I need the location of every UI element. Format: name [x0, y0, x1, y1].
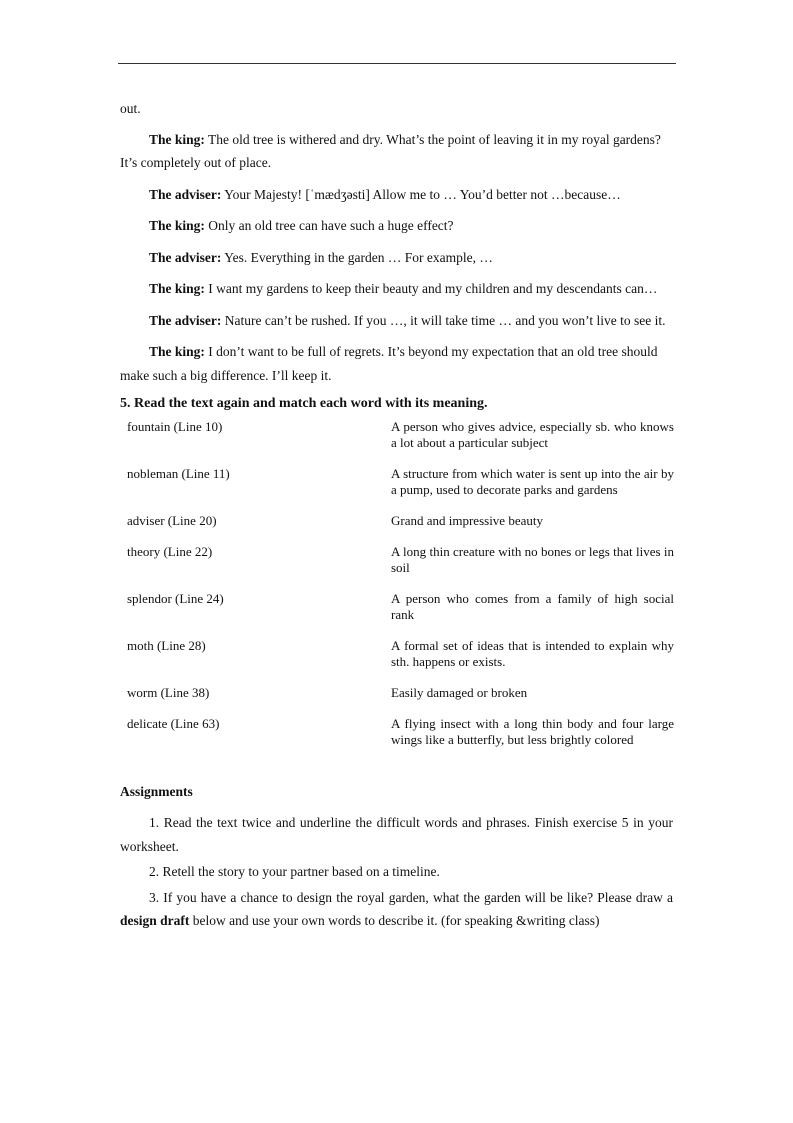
assignment-item: 2. Retell the story to your partner based on a timeline. — [149, 864, 440, 879]
word-cell: adviser (Line 20) — [127, 513, 217, 528]
assignments-list — [120, 811, 673, 933]
word-cell: theory (Line 22) — [127, 544, 213, 559]
meaning-cell: Grand and impressive beauty — [391, 513, 543, 528]
meaning-cell: Easily damaged or broken — [391, 685, 528, 700]
dialogue-line — [120, 128, 673, 175]
dialogue-line — [120, 246, 673, 270]
speaker-label: The adviser: — [149, 249, 222, 265]
word-cell: moth (Line 28) — [127, 638, 206, 653]
table-row — [120, 544, 674, 591]
dialogue-line — [120, 214, 673, 238]
speaker-label: The king: — [149, 281, 205, 296]
speaker-label: The king: — [149, 131, 205, 147]
speaker-label: The adviser: — [149, 186, 222, 202]
meaning-cell: A person who gives advice, especially sb. who knows a lot about a particular subject — [391, 419, 674, 450]
exercise-title: 5. Read the text again and match each word with its meaning. — [120, 396, 488, 411]
matching-table — [120, 419, 674, 763]
meaning-cell: A long thin creature with no bones or legs that lives in soil — [391, 544, 674, 575]
dialogue-section — [120, 97, 673, 387]
dialogue-text: Yes. Everything in the garden … For example, … — [221, 249, 493, 265]
table-row — [120, 591, 674, 638]
meaning-cell: A formal set of ideas that is intended to explain why sth. happens or exists. — [391, 638, 674, 669]
dialogue-text: Nature can’t be rushed. If you …, it will take time … and you won’t live to see it. — [221, 312, 666, 328]
table-row — [120, 513, 674, 544]
header-rule — [118, 63, 676, 64]
speaker-label: The adviser: — [149, 312, 222, 328]
speaker-label: The king: — [149, 218, 205, 233]
assignments-title: Assignments — [120, 784, 193, 799]
speaker-label: The king: — [149, 344, 205, 359]
word-cell: fountain (Line 10) — [127, 419, 223, 434]
assignment-text: 3. If you have a chance to design the royal garden, what the garden will be like? Please draw a — [149, 889, 673, 905]
dialogue-line — [120, 277, 673, 301]
meaning-cell: A person who comes from a family of high social rank — [391, 591, 674, 622]
word-cell: worm (Line 38) — [127, 685, 210, 700]
assignment-item — [120, 886, 673, 933]
word-cell: delicate (Line 63) — [127, 716, 220, 731]
dialogue-text: The old tree is withered and dry. What’s the point of leaving it in my royal gardens? It’s completely out of place. — [120, 131, 661, 170]
dialogue-text: I don’t want to be full of regrets. It’s beyond my expectation that an old tree should make such a big difference. I’ll keep it. — [120, 344, 658, 383]
word-cell: splendor (Line 24) — [127, 591, 224, 606]
table-row — [120, 466, 674, 513]
dialogue-text: I want my gardens to keep their beauty and my children and my descendants can… — [204, 281, 658, 296]
page-content — [120, 97, 673, 935]
dialogue-text: Only an old tree can have such a huge effect? — [204, 218, 454, 233]
dialogue-line — [120, 183, 673, 207]
meaning-cell: A structure from which water is sent up into the air by a pump, used to decorate parks and gardens — [391, 466, 674, 497]
dialogue-continuation: out. — [120, 101, 141, 116]
word-cell: nobleman (Line 11) — [127, 466, 230, 481]
table-row — [120, 638, 674, 685]
dialogue-line — [120, 309, 673, 333]
meaning-cell: A flying insect with a long thin body and four large wings like a butterfly, but less brightly colored — [391, 716, 674, 747]
dialogue-line — [120, 340, 673, 387]
table-row — [120, 419, 674, 466]
assignment-item: 1. Read the text twice and underline the difficult words and phrases. Finish exercise 5 in your worksheet. — [120, 815, 673, 854]
table-row — [120, 685, 674, 716]
design-draft-emphasis: design draft — [120, 913, 190, 928]
dialogue-text: Your Majesty! [ˈmædʒəsti] Allow me to … You’d better not …because… — [221, 186, 621, 202]
assignment-text: below and use your own words to describe it. (for speaking &writing class) — [189, 913, 600, 928]
table-row — [120, 716, 674, 763]
